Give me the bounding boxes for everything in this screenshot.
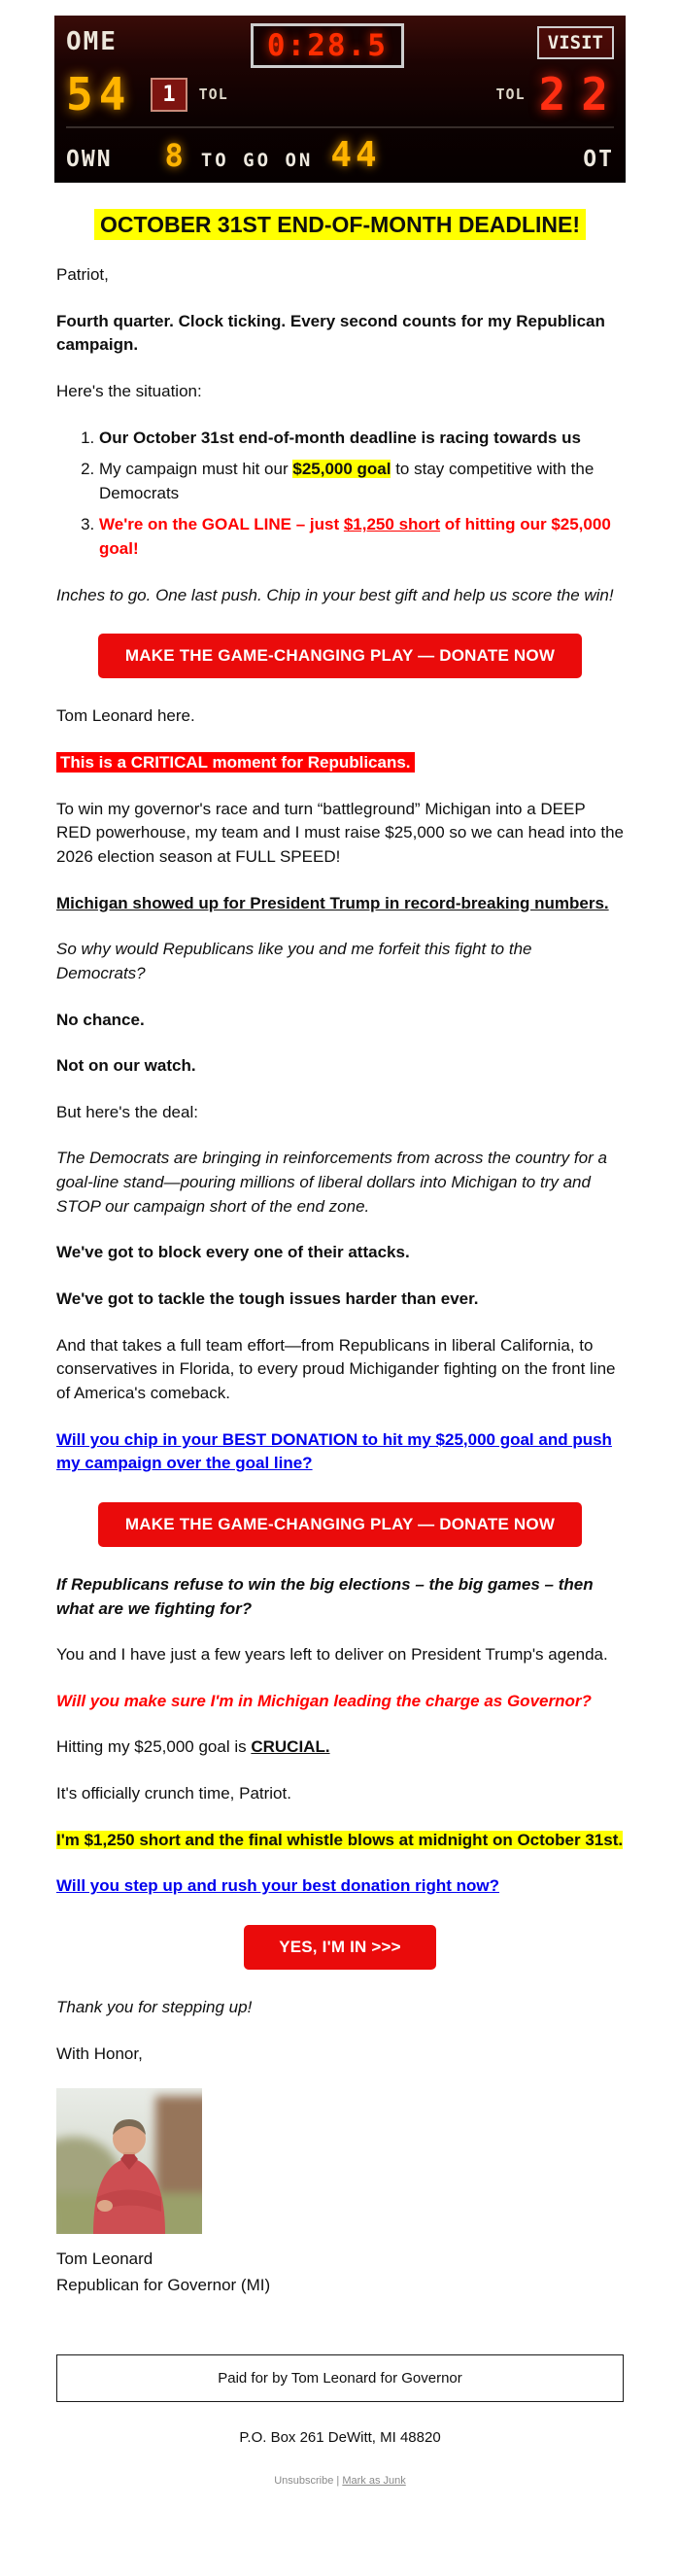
governor-ask-paragraph: Will you make sure I'm in Michigan leading the charge as Governor?: [56, 1691, 592, 1710]
scoreboard-home-label: OME: [66, 27, 118, 56]
deadline-headline: [0, 212, 680, 238]
unsubscribe-row: [0, 2475, 680, 2487]
scoreboard-down-value: 8: [164, 137, 184, 174]
amount-short-underline: $1,250 short: [343, 515, 441, 534]
scoreboard-tol-label-left: TOL: [198, 86, 228, 103]
goal-line-post: of hitting our $25,000 goal!: [99, 515, 611, 559]
scoreboard-score-row: [66, 68, 624, 120]
why-paragraph: So why would Republicans like you and me forfeit this fight to the Democrats?: [56, 940, 532, 982]
salutation: Patriot,: [56, 265, 109, 284]
deadline-headline-text: OCTOBER 31ST END-OF-MONTH DEADLINE!: [94, 209, 586, 240]
years-left-paragraph: You and I have just a few years left to deliver on President Trump's agenda.: [56, 1645, 608, 1665]
goal-line-pre: We're on the GOAL LINE – just: [99, 515, 344, 534]
scoreboard-bottom-row: [66, 126, 614, 175]
scoreboard-hero-image: [54, 16, 626, 183]
block-paragraph: We've got to block every one of their attacks.: [56, 1243, 410, 1262]
scoreboard-home-score: 54: [66, 68, 132, 120]
candidate-photo-illustration: [56, 2088, 202, 2234]
footer-separator: |: [336, 2474, 340, 2487]
critical-highlight: This is a CRITICAL moment for Republicans.: [56, 752, 415, 773]
step-up-link[interactable]: Will you step up and rush your best donation right now?: [56, 1876, 500, 1896]
michigan-paragraph: Michigan showed up for President Trump in record-breaking numbers.: [56, 893, 609, 912]
urgency-paragraph: Fourth quarter. Clock ticking. Every second counts for my Republican campaign.: [56, 311, 605, 355]
step-up-paragraph: [56, 1874, 624, 1899]
whistle-highlight: I'm $1,250 short and the final whistle blows at midnight on October 31st.: [56, 1830, 624, 1849]
list-item-deadline: [99, 427, 624, 451]
list-item-goal: [99, 458, 624, 505]
crucial-word: CRUCIAL.: [251, 1737, 330, 1757]
closing-paragraph: With Honor,: [56, 2044, 143, 2063]
signature-name: Tom Leonard: [56, 2250, 153, 2269]
donate-button-top[interactable]: MAKE THE GAME-CHANGING PLAY — DONATE NOW: [98, 634, 582, 678]
to-win-paragraph: To win my governor's race and turn “battleground” Michigan into a DEEP RED powerhouse, my team and I must raise $25,000 so we can head into the 2026 election season at FULL SPEED!: [56, 799, 624, 866]
goal-highlight: $25,000 goal: [292, 460, 391, 479]
scoreboard-clock-value: 0:28.5: [266, 28, 388, 63]
donate-button-middle[interactable]: MAKE THE GAME-CHANGING PLAY — DONATE NOW: [98, 1502, 582, 1547]
list-item-goal-post: to stay competitive with the Democrats: [99, 460, 595, 502]
scoreboard-to-go-label: TO GO ON: [200, 150, 314, 171]
chip-in-paragraph: [56, 1428, 624, 1476]
list-item-goal-line: [99, 513, 624, 561]
scoreboard-tol-label-right: TOL: [495, 86, 526, 103]
deal-paragraph: But here's the deal:: [56, 1102, 198, 1121]
scoreboard-visit-label: VISIT: [537, 26, 614, 59]
situation-list: [56, 427, 624, 562]
crucial-pre: Hitting my $25,000 goal is: [56, 1737, 252, 1757]
watch-paragraph: Not on our watch.: [56, 1056, 196, 1076]
democrats-paragraph: The Democrats are bringing in reinforcements from across the country for a goal-line stand—pouring millions of liberal dollars into Michigan to try and STOP our campaign short of the end zone.: [56, 1149, 607, 1216]
unsubscribe-link[interactable]: Unsubscribe: [274, 2474, 334, 2487]
candidate-photo: [56, 2088, 202, 2234]
crucial-paragraph: [56, 1735, 624, 1760]
tackle-paragraph: We've got to tackle the tough issues harder than ever.: [56, 1289, 479, 1309]
situation-intro: Here's the situation:: [56, 381, 202, 400]
scoreboard-ot-label: OT: [583, 147, 614, 172]
scoreboard-down-label: OWN: [66, 147, 113, 172]
signature-title: Republican for Governor (MI): [56, 2275, 271, 2294]
mark-as-junk-link[interactable]: Mark as Junk: [342, 2474, 406, 2487]
scoreboard-home-timeouts: 1: [151, 78, 187, 112]
thanks-paragraph: Thank you for stepping up!: [56, 1997, 253, 2016]
paid-for-text: Paid for by Tom Leonard for Governor: [218, 2369, 462, 2387]
no-chance-paragraph: No chance.: [56, 1010, 145, 1029]
email-content: [56, 263, 624, 2298]
mailing-address: P.O. Box 261 DeWitt, MI 48820: [239, 2428, 441, 2446]
intro-paragraph: Tom Leonard here.: [56, 706, 195, 726]
list-item-deadline-text: Our October 31st end-of-month deadline is racing towards us: [99, 428, 581, 447]
crunch-paragraph: It's officially crunch time, Patriot.: [56, 1784, 291, 1803]
big-games-paragraph: If Republicans refuse to win the big elections – the big games – then what are we fighting for?: [56, 1574, 594, 1618]
list-item-goal-pre: My campaign must hit our: [99, 460, 293, 479]
critical-paragraph: [56, 751, 624, 775]
inches-paragraph: Inches to go. One last push. Chip in your best gift and help us score the win!: [56, 585, 614, 604]
whistle-paragraph: [56, 1829, 624, 1853]
chip-in-link[interactable]: Will you chip in your BEST DONATION to hit my $25,000 goal and push my campaign over the goal line?: [56, 1429, 612, 1473]
scoreboard-visit-score: 22: [538, 68, 624, 120]
team-paragraph: And that takes a full team effort—from Republicans in liberal California, to conservatives in Florida, to every proud Michigander fighting on the front line of America's comeback.: [56, 1335, 616, 1402]
scoreboard-ball-on-value: 44: [330, 135, 381, 175]
paid-for-disclaimer: [56, 2354, 624, 2402]
scoreboard-top-row: [54, 16, 626, 68]
scoreboard-clock-panel: [251, 23, 404, 68]
yes-im-in-button[interactable]: YES, I'M IN >>>: [244, 1925, 436, 1970]
